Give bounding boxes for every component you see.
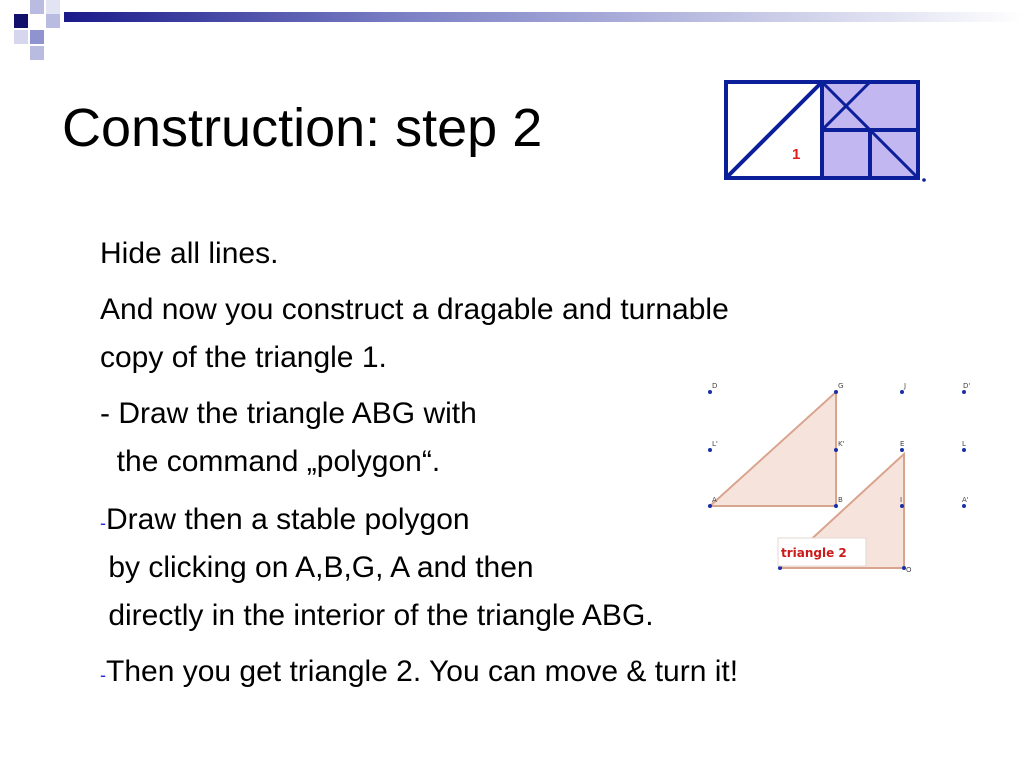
point-e [900, 448, 904, 452]
instruction-polygon-line3: directly in the interior of the triangle ABG. [100, 599, 654, 632]
tangram-corner-dot [922, 178, 926, 182]
label-b: B [838, 496, 843, 504]
instruction-polygon-text1: Draw then a stable polygon [106, 503, 470, 536]
point-j [900, 390, 904, 394]
instruction-result-text: Then you get triangle 2. You can move & turn it! [106, 655, 739, 688]
instruction-draw-line2: the command „polygon“. [100, 445, 441, 478]
header-gradient-band [64, 12, 1024, 22]
tangram-piece-label: 1 [792, 146, 801, 163]
label-l-prime: L' [712, 440, 718, 448]
point-k-prime [834, 448, 838, 452]
header-square [14, 30, 28, 44]
label-g: G [838, 382, 844, 390]
instruction-polygon-line2: by clicking on A,B,G, A and then [100, 551, 534, 584]
triangle-abg [710, 392, 836, 506]
header-square [30, 0, 44, 14]
point-g [834, 390, 838, 394]
instruction-polygon-line1 [100, 500, 470, 543]
point-a [708, 504, 712, 508]
instruction-draw-line1: - Draw the triangle ABG with [100, 397, 477, 430]
label-o: O [906, 566, 912, 574]
label-a: A [712, 496, 717, 504]
label-l: L [962, 440, 966, 448]
label-d-prime: D' [963, 382, 971, 390]
bullet-dash: - [100, 513, 106, 533]
label-j: J [904, 382, 907, 390]
header-square [30, 30, 44, 44]
point-d [708, 390, 712, 394]
label-e: E [900, 440, 905, 448]
bullet-dash: - [100, 665, 106, 685]
point-l [962, 448, 966, 452]
point-l-prime [708, 448, 712, 452]
triangle-2-label: triangle 2 [781, 546, 847, 560]
instruction-result-line [100, 652, 738, 695]
header-square [46, 0, 60, 14]
label-k-prime: K' [838, 440, 845, 448]
instruction-construct-line2: copy of the triangle 1. [100, 341, 387, 374]
point-i [900, 504, 904, 508]
header-square [14, 14, 28, 28]
label-a-prime: A' [962, 496, 969, 504]
instruction-hide-lines: Hide all lines. [100, 237, 279, 270]
instruction-construct-line1: And now you construct a dragable and turnable [100, 293, 729, 326]
point-a-prime [962, 504, 966, 508]
slide-title: Construction: step 2 [62, 98, 543, 158]
geogebra-figure [700, 378, 980, 578]
tangram-diagonal [726, 82, 822, 178]
tangram-figure [722, 78, 928, 184]
header-square [46, 14, 60, 28]
header-square [30, 46, 44, 60]
label-d: D [712, 382, 718, 390]
header-decoration [0, 0, 1024, 60]
point-m [778, 566, 782, 570]
point-b [834, 504, 838, 508]
label-i: I [900, 496, 903, 504]
point-d-prime [962, 390, 966, 394]
